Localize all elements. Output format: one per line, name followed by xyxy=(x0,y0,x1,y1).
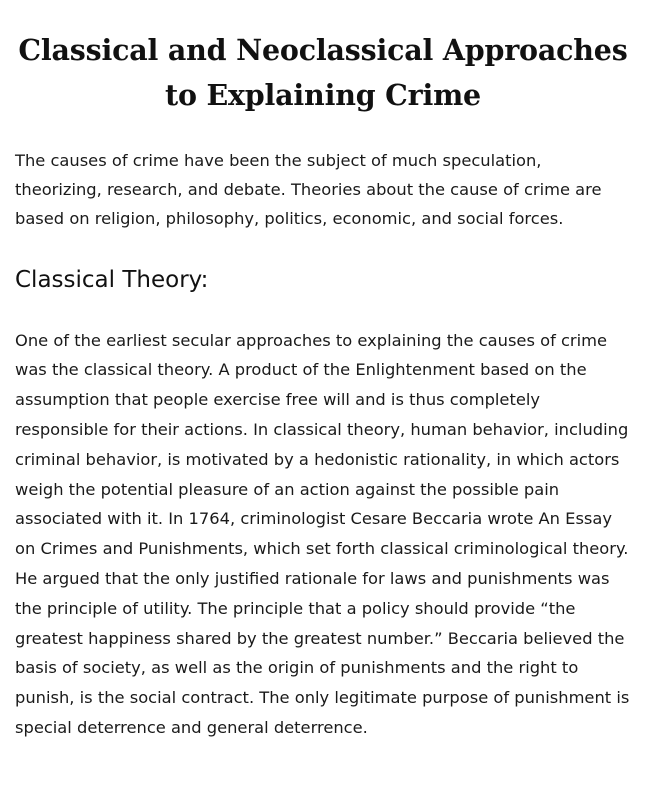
article-title: Classical and Neoclassical Approaches to Explaining Crime xyxy=(18,33,628,112)
classical-theory-paragraph: One of the earliest secular approaches to explaining the causes of crime was the classical theory. A product of the Enlightenment based on the assumption that people exercise free will and is thus completely responsible for their actions. In classical theory, human behavior, including criminal behavior, is motivated by a hedonistic rationality, in which actors weigh the potential pleasure of an action against the possible pain associated with it. In 1764, criminologist Cesare Beccaria wrote An Essay on Crimes and Punishments, which set forth classical criminological theory. He argued that the only justified rationale for laws and punishments was the principle of utility. The principle that a policy should provide “the greatest happiness shared by the greatest number.” Beccaria believed the basis of society, as well as the origin of punishments and the right to punish, is the social contract. The only legitimate purpose of punishment is special deterrence and general deterrence. xyxy=(15,330,630,737)
section-heading-classical-theory: Classical Theory: xyxy=(15,266,209,293)
intro-paragraph: The causes of crime have been the subject of much speculation, theorizing, research, and debate. Theories about the cause of crime are based on religion, philosophy, politics, economic, and social forces. xyxy=(15,151,602,229)
